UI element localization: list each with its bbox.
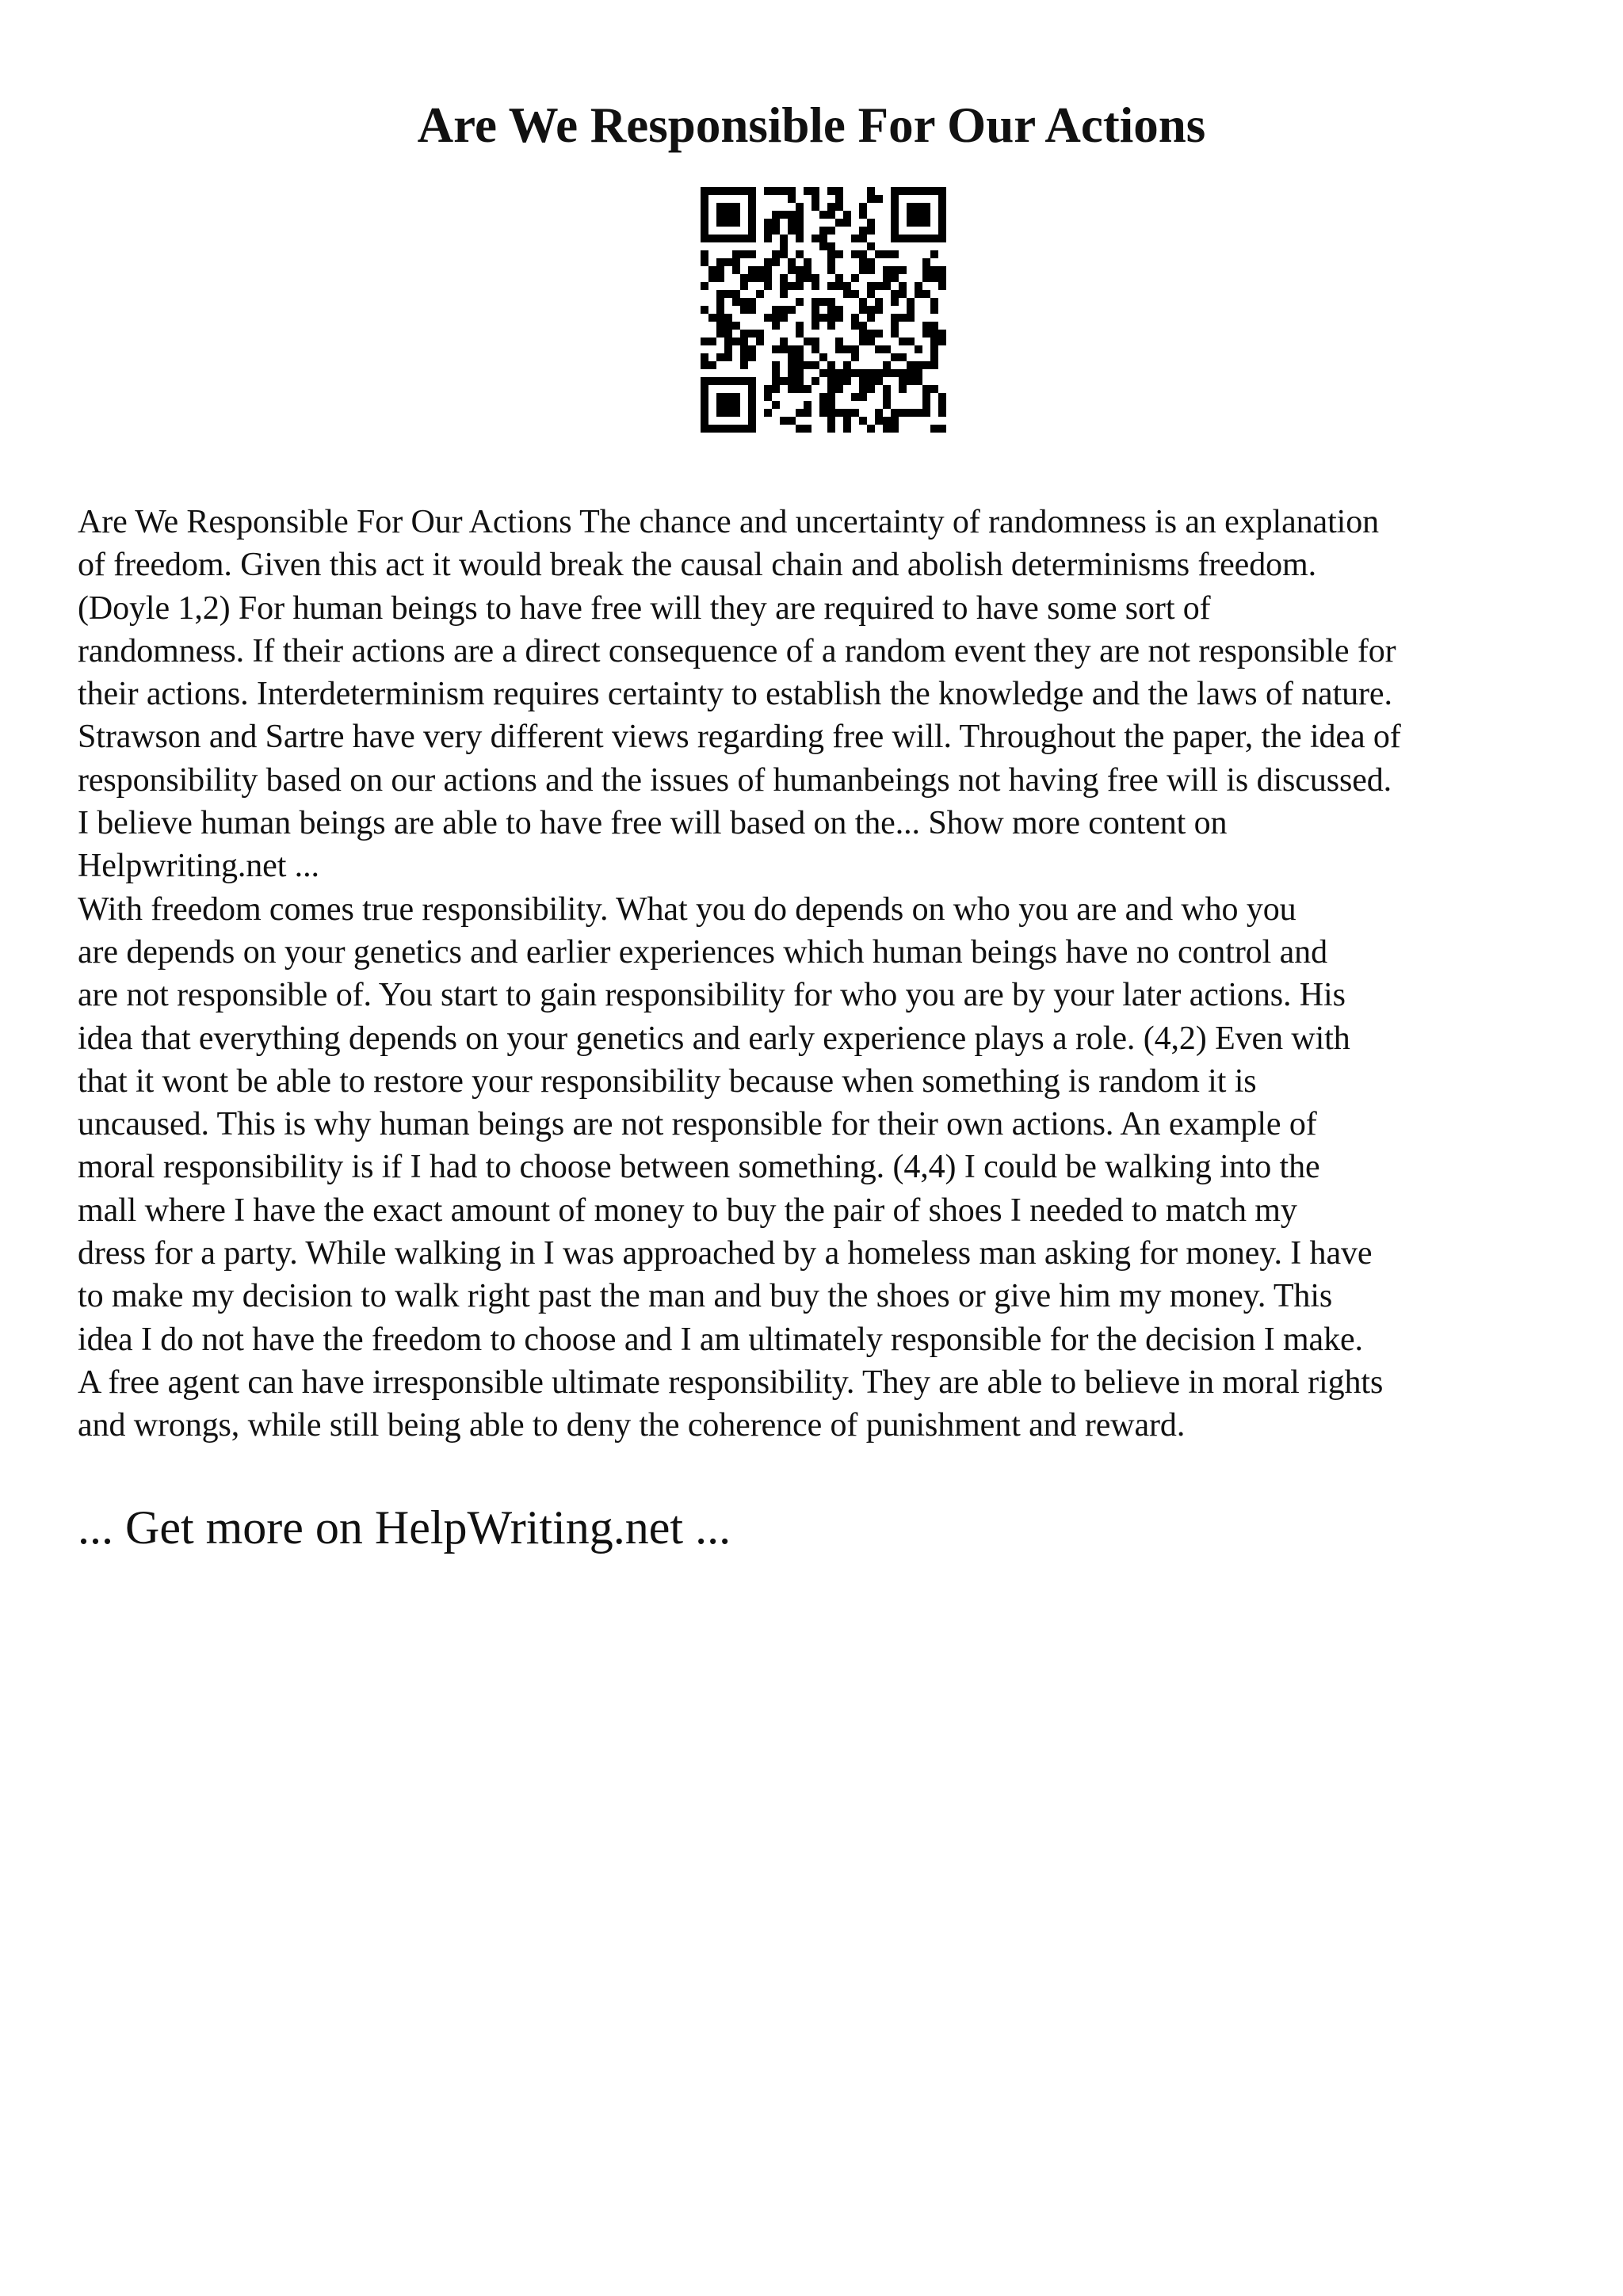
text-line: moral responsibility is if I had to choose between something. (4,4) I could be walking into the — [78, 1149, 1320, 1186]
text-line: Helpwriting.net ... — [78, 848, 319, 885]
text-line: I believe human beings are able to have free will based on the... Show more content on — [78, 805, 1228, 842]
text-line: idea that everything depends on your genetics and early experience plays a role. (4,2) Even with — [78, 1020, 1350, 1057]
page-title: Are We Responsible For Our Actions — [417, 97, 1206, 153]
text-line: their actions. Interdeterminism requires certainty to establish the knowledge and the laws of nature. — [78, 676, 1392, 713]
text-line: Are We Responsible For Our Actions The chance and uncertainty of randomness is an explanation — [78, 504, 1380, 540]
text-line: are not responsible of. You start to gain responsibility for who you are by your later actions. His — [78, 977, 1346, 1014]
text-line: With freedom comes true responsibility. What you do depends on who you are and who you — [78, 891, 1296, 928]
qr-code-icon[interactable] — [701, 187, 946, 433]
text-line: and wrongs, while still being able to deny the coherence of punishment and reward. — [78, 1407, 1186, 1444]
text-line: (Doyle 1,2) For human beings to have free will they are required to have some sort of — [78, 589, 1211, 627]
body-text — [78, 501, 1583, 1447]
text-line: of freedom. Given this act it would break the causal chain and abolish determinisms freedom. — [78, 547, 1316, 584]
text-line: randomness. If their actions are a direct consequence of a random event they are not responsible for — [78, 632, 1396, 669]
text-line: dress for a party. While walking in I was approached by a homeless man asking for money. I have — [78, 1235, 1373, 1272]
text-line: that it wont be able to restore your responsibility because when something is random it is — [78, 1062, 1257, 1100]
text-line: mall where I have the exact amount of money to buy the pair of shoes I needed to match my — [78, 1192, 1297, 1229]
text-line: to make my decision to walk right past the man and buy the shoes or give him my money. This — [78, 1278, 1333, 1315]
text-line: responsibility based on our actions and the issues of humanbeings not having free will is discussed. — [78, 761, 1392, 799]
text-line: idea I do not have the freedom to choose and I am ultimately responsible for the decision I make. — [78, 1321, 1363, 1358]
text-line: uncaused. This is why human beings are not responsible for their own actions. An example of — [78, 1106, 1317, 1143]
text-line: are depends on your genetics and earlier experiences which human beings have no control and — [78, 933, 1327, 971]
get-more-link[interactable]: ... Get more on HelpWriting.net ... — [78, 1501, 731, 1554]
text-line: Strawson and Sartre have very different views regarding free will. Throughout the paper, the idea of — [78, 719, 1401, 756]
text-line: A free agent can have irresponsible ultimate responsibility. They are able to believe in moral rights — [78, 1363, 1384, 1401]
